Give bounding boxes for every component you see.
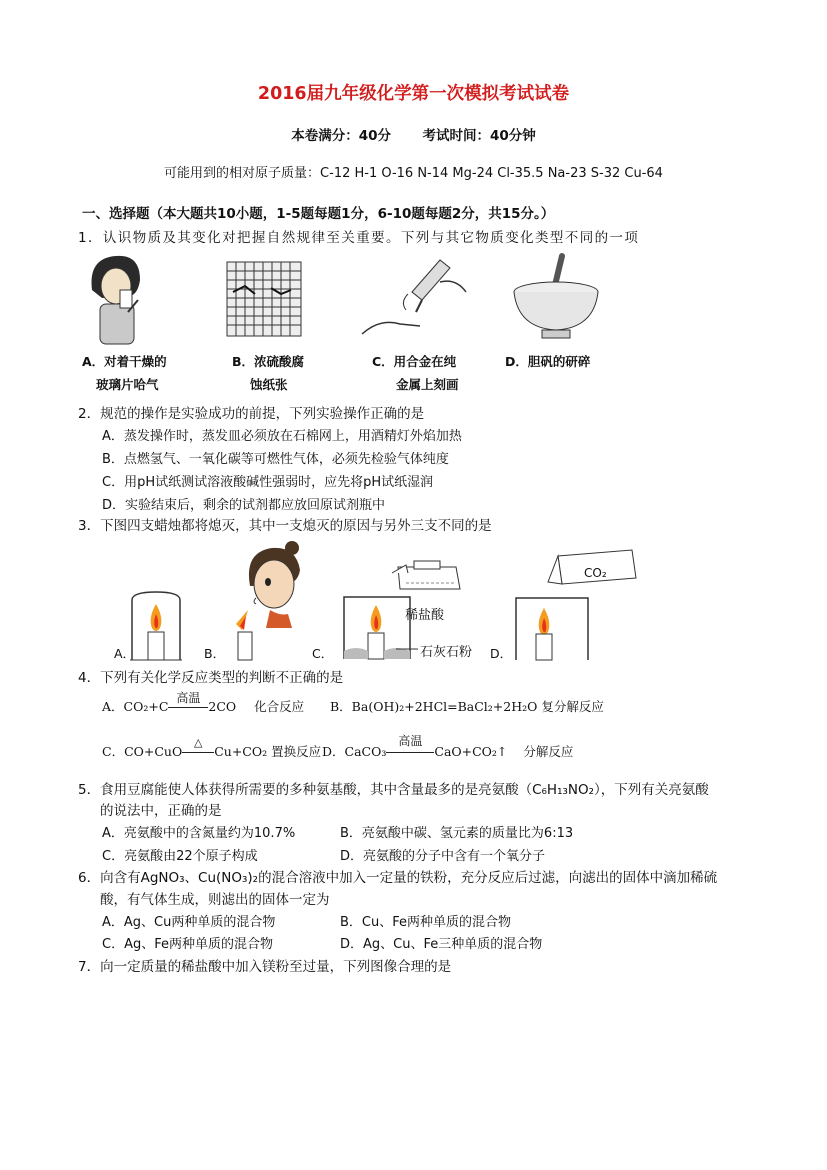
q4-option-b: [330, 697, 604, 715]
q4d-products: CaO+CO₂↑: [434, 744, 508, 759]
q5-stem-line1: 5．食用豆腐能使人体获得所需要的多种氨基酸，其中含量最多的是亮氨酸（C₆H₁₃NO₂），下列有关亮氨酸: [78, 782, 709, 798]
q1-caption-c-line1: C．用合金在纯: [372, 354, 457, 369]
q3-stem: 3．下图四支蜡烛都将熄灭，其中一支熄灭的原因与另外三支不同的是: [78, 518, 492, 534]
q2-option-c: C．用pH试纸测试溶液酸碱性强弱时，应先将pH试纸湿润: [102, 475, 434, 490]
q4-stem: 4．下列有关化学反应类型的判断不正确的是: [78, 670, 344, 686]
q3-candle-a: [128, 590, 184, 662]
q5-option-a: A．亮氨酸中的含氮量约为10.7%: [102, 826, 296, 841]
q1-image-c: [360, 252, 472, 342]
q5-option-d: D．亮氨酸的分子中含有一个氧分子: [340, 849, 546, 864]
atomic-masses: 可能用到的相对原子质量：C-12 H-1 O-16 N-14 Mg-24 Cl-35.5 Na-23 S-32 Cu-64: [164, 166, 663, 181]
q6-option-b: B．Cu、Fe两种单质的混合物: [340, 915, 511, 930]
q7-stem: 7．向一定质量的稀盐酸中加入镁粉至过量，下列图像合理的是: [78, 959, 452, 975]
q2-option-d: D．实验结束后，剩余的试剂都应放回原试剂瓶中: [102, 498, 386, 513]
q2-stem: 2．规范的操作是实验成功的前提，下列实验操作正确的是: [78, 406, 425, 422]
q4c-type: 置换反应: [271, 744, 322, 759]
q1-caption-d-line1: D．胆矾的研碎: [505, 354, 591, 369]
q4d-condition: 高温: [398, 734, 423, 748]
q4-option-c: [102, 736, 322, 760]
q3-letter-d: D．: [490, 646, 513, 661]
q6-option-a: A．Ag、Cu两种单质的混合物: [102, 915, 276, 930]
q1-image-b: [225, 260, 305, 340]
exam-subtitle: [0, 124, 827, 144]
q3-label-limestone: 石灰石粉: [420, 645, 473, 660]
q4a-products: 2CO: [208, 699, 237, 714]
q1-caption-a-line2: 玻璃片哈气: [96, 377, 159, 392]
q1-caption-c-line2: 金属上刻画: [396, 377, 459, 392]
q4a-condition: 高温: [176, 691, 201, 705]
q3-label-co2: CO₂: [584, 566, 607, 580]
full-score: 本卷满分：40分: [291, 128, 392, 144]
section-heading: 一、选择题（本大题共10小题，1-5题每题1分，6-10题每题2分，共15分。）: [82, 206, 555, 222]
q2-option-b: B．点燃氢气、一氧化碳等可燃性气体，必须先检验气体纯度: [102, 452, 449, 467]
q3-letter-a: A．: [114, 646, 136, 661]
q4a-reactants: A．CO₂+C: [102, 699, 169, 714]
q3-label-acid: 稀盐酸: [405, 608, 445, 623]
q5-option-c: C．亮氨酸由22个原子构成: [102, 849, 258, 864]
q3-candle-d: [510, 548, 640, 662]
q6-option-d: D．Ag、Cu、Fe三种单质的混合物: [340, 937, 543, 952]
q1-image-a: [78, 250, 198, 345]
q4d-type: 分解反应: [523, 744, 574, 759]
q1-caption-b-line1: B．浓硫酸腐: [232, 354, 305, 369]
q5-option-b: B．亮氨酸中碳、氢元素的质量比为6:13: [340, 826, 574, 841]
q2-option-a: A．蒸发操作时，蒸发皿必须放在石棉网上，用酒精灯外焰加热: [102, 429, 462, 444]
q4c-reactants: C．CO+CuO: [102, 744, 183, 759]
q4-option-a: [102, 691, 305, 715]
q1-image-d: [510, 252, 602, 344]
q6-option-c: C．Ag、Fe两种单质的混合物: [102, 937, 273, 952]
q6-stem-line1: 6．向含有AgNO₃、Cu(NO₃)₂的混合溶液中加入一定量的铁粉，充分反应后过滤，向滤出的固体中滴加稀硫: [78, 870, 718, 886]
q4d-reactants: D．CaCO₃: [322, 744, 387, 759]
q3-candle-b: [226, 540, 308, 662]
q4b-type: 复分解反应: [541, 699, 604, 714]
q3-letter-b: B．: [204, 646, 226, 661]
q1-caption-a-line1: A．对着干燥的: [82, 354, 167, 369]
exam-title: 2016届九年级化学第一次模拟考试试卷: [257, 84, 570, 104]
q4a-type: 化合反应: [254, 699, 305, 714]
q4b-equation: B．Ba(OH)₂+2HCl=BaCl₂+2H₂O: [330, 699, 538, 714]
q4c-products: Cu+CO₂: [214, 744, 268, 759]
q4-option-d: [322, 734, 574, 760]
q6-stem-line2: 酸，有气体生成，则滤出的固体一定为: [100, 892, 330, 908]
q4c-condition: △: [193, 736, 203, 749]
q1-stem: 1．认识物质及其变化对把握自然规律至关重要。下列与其它物质变化类型不同的一项: [78, 230, 640, 246]
q5-stem-line2: 的说法中，正确的是: [100, 803, 222, 819]
q1-caption-b-line2: 蚀纸张: [250, 377, 288, 392]
q3-letter-c: C．: [312, 646, 334, 661]
exam-time: 考试时间：40分钟: [422, 128, 536, 144]
